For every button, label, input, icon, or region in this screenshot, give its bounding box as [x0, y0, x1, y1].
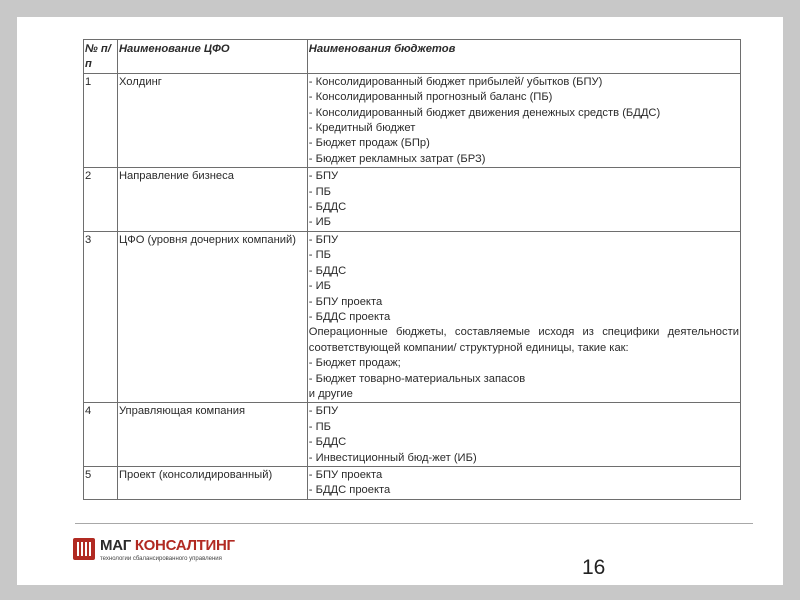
row-budgets: [307, 466, 740, 499]
budget-item: - Консолидированный прогнозный баланс (ПБ): [308, 91, 553, 104]
table-row: [84, 403, 741, 467]
budget-item: - ПБ: [308, 420, 331, 433]
budget-table: [83, 39, 741, 500]
row-num: 4: [84, 403, 118, 467]
row-budgets: [307, 73, 740, 167]
row-num: 5: [84, 466, 118, 499]
budget-item: - ИБ: [308, 216, 331, 229]
budget-item: - БДДС проекта: [308, 310, 391, 323]
budget-item: - Кредитный бюджет: [308, 122, 416, 135]
table-row: [84, 168, 741, 232]
logo-text-accent: КОНСАЛТИНГ: [134, 537, 235, 554]
budget-item: - Бюджет продаж (БПр): [308, 137, 430, 150]
budget-item: - Бюджет продаж;: [308, 357, 401, 370]
table-row: [84, 466, 741, 499]
table-header-row: [84, 40, 741, 74]
budget-item: - Консолидированный бюджет прибылей/ убытков (БПУ): [308, 75, 603, 88]
header-cfo-name: Наименование ЦФО: [117, 40, 307, 74]
budget-item: - БПУ: [308, 405, 339, 418]
row-cfo-name: Направление бизнеса: [117, 168, 307, 232]
row-budgets: [307, 403, 740, 467]
row-cfo-name: Проект (консолидированный): [117, 466, 307, 499]
budget-item: - БДДС проекта: [308, 484, 391, 497]
budget-item: - БДДС: [308, 264, 347, 277]
header-budget-names: Наименования бюджетов: [307, 40, 740, 74]
logo-tagline: технологии сбалансированного управления: [100, 556, 222, 562]
budget-item: и другие: [308, 387, 353, 400]
row-num: 1: [84, 73, 118, 167]
header-num: № п/п: [84, 40, 118, 74]
budget-item: - БПУ проекта: [308, 468, 383, 481]
row-num: 2: [84, 168, 118, 232]
budget-item: - Бюджет товарно-материальных запасов: [308, 372, 526, 385]
operational-budgets-note: Операционные бюджеты, составляемые исходя из специфики деятельности соответствующей компании/ структурной единицы, такие как:: [308, 326, 739, 354]
budget-item: - Консолидированный бюджет движения денежных средств (БДДС): [308, 106, 661, 119]
slide: [17, 17, 783, 585]
table-row: [84, 231, 741, 402]
table-row: [84, 73, 741, 167]
row-cfo-name: ЦФО (уровня дочерних компаний): [117, 231, 307, 402]
budget-item: - БДДС: [308, 436, 347, 449]
company-logo: [73, 537, 273, 573]
budget-item: - БПУ: [308, 233, 339, 246]
budget-item: - БПУ проекта: [308, 295, 383, 308]
footer-divider: [75, 523, 753, 524]
row-budgets: [307, 168, 740, 232]
row-cfo-name: Холдинг: [117, 73, 307, 167]
logo-mark-icon: [73, 538, 95, 560]
row-budgets: [307, 231, 740, 402]
budget-item: - БДДС: [308, 201, 347, 214]
budget-item: - ПБ: [308, 249, 331, 262]
budget-item: - ИБ: [308, 280, 331, 293]
budget-item: - ПБ: [308, 185, 331, 198]
budget-item: - БПУ: [308, 170, 339, 183]
budget-item: - Инвестиционный бюд-жет (ИБ): [308, 451, 477, 464]
row-cfo-name: Управляющая компания: [117, 403, 307, 467]
row-num: 3: [84, 231, 118, 402]
page-number: 16: [582, 556, 606, 579]
logo-text-main: МАГ: [100, 537, 131, 554]
logo-wordmark: [100, 537, 235, 554]
budget-item: - Бюджет рекламных затрат (БРЗ): [308, 152, 486, 165]
